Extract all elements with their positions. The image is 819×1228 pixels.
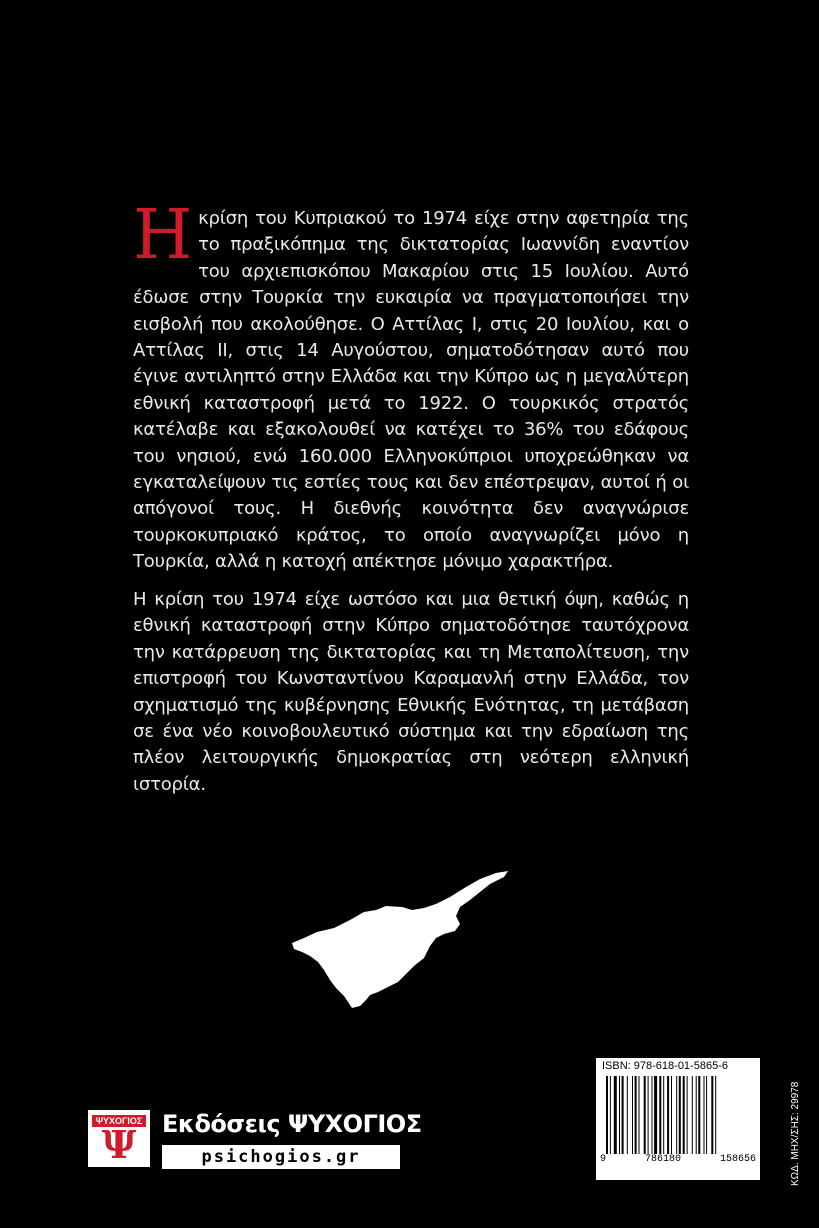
barcode-digits bbox=[600, 1154, 756, 1165]
barcode-icon bbox=[604, 1076, 754, 1154]
barcode-right-digits: 158656 bbox=[719, 1154, 756, 1165]
barcode-panel bbox=[596, 1058, 760, 1180]
synopsis-paragraph-1 bbox=[133, 196, 689, 576]
paragraph-1-text: κρίση του Κυπριακού το 1974 είχε στην αφετηρία της το πραξικόπημα της δικτατορίας Ιωαννίδη εναντίον του αρχιεπισκόπου Μακαρίου στις 15 Ιουλίου. Αυτό έδωσε στην Τουρκία την ευκαιρία να πραγματοποιήσει την εισβολή που ακολούθησε. Ο Αττίλας Ι, στις 20 Ιουλίου, και ο Αττίλας ΙΙ, στις 14 Αυγούστου, σηματοδότησαν αυτό που έγινε αντιληπτό στην Ελλάδα και την Κύπρο ως η μεγαλύτερη εθνική καταστροφή μετά το 1922. Ο τουρκικός στρατός κατέλαβε και εξακολουθεί να κατέχει το 36% του εδάφους του νησιού, ενώ 160.000 Ελληνοκύπριοι υποχρεώθηκαν να εγκαταλείψουν τις εστίες τους και δεν επέστρεψαν, αυτοί ή οι απόγονοί τους. Η διεθνής κοινότητα δεν αναγνώρισε τουρκοκυπριακό κράτος, το οποίο αναγνωρίζει μόνο η Τουρκία, αλλά η κατοχή απέκτησε μόνιμο χαρακτήρα. bbox=[133, 208, 689, 573]
drop-cap: Η bbox=[133, 196, 193, 275]
publisher-emblem bbox=[88, 1110, 150, 1167]
emblem-tag: ΨΥΧΟΓΙΟΣ bbox=[92, 1115, 146, 1127]
isbn-label: ISBN: 978-618-01-5865-6 bbox=[602, 1060, 728, 1072]
cyprus-map-icon bbox=[290, 870, 530, 1020]
psi-icon: Ψ bbox=[101, 1122, 137, 1167]
product-code-text: ΚΩΔ. ΜΗΧ/ΣΗΣ: 29978 bbox=[790, 1081, 801, 1186]
product-code bbox=[784, 1036, 801, 1186]
synopsis-paragraph-2: Η κρίση του 1974 είχε ωστόσο και μια θετική όψη, καθώς η εθνική καταστροφή στην Κύπρο σηματοδότησε ταυτόχρονα την κατάρρευση της δικτατορίας και τη Μεταπολίτευση, την επιστροφή του Κωνσταντίνου Καραμανλή στην Ελλάδα, τον σχηματισμό της κυβέρνησης Εθνικής Ενότητας, τη μετάβαση σε ένα νέο κοινοβουλευτικό σύστημα και την εδραίωση της πλέον λειτουργικής δημοκρατίας στη νεότερη ελληνική ιστορία. bbox=[133, 589, 689, 795]
barcode-lead-digit: 9 bbox=[600, 1154, 607, 1165]
publisher-url: psichogios.gr bbox=[162, 1145, 400, 1169]
barcode-left-digits: 786180 bbox=[644, 1154, 681, 1165]
publisher-name: Εκδόσεις ΨΥΧΟΓΙΟΣ bbox=[162, 1110, 422, 1138]
